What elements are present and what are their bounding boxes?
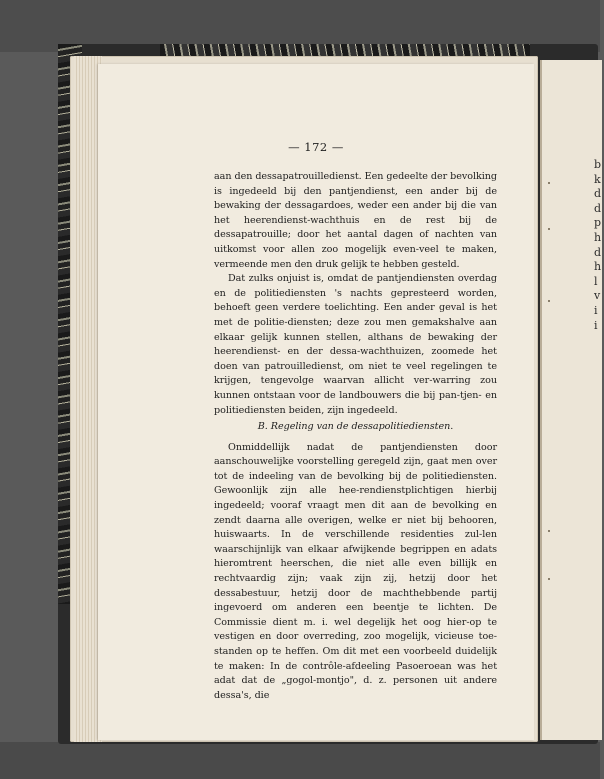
facing-letter: k [594, 172, 601, 186]
margin-speck [548, 300, 550, 302]
facing-letter: d [594, 187, 602, 201]
paragraph: Onmiddellijk nadat de pantjendiensten door aanschouwelijke voorstelling geregeld zijn, gaat men over tot de indeeling van de bevolking bij de politiediensten. Gewoonlijk zijn alle hee-rendienstplichtigen hierbij ingedeeld; vooraf vraagt men dit aan de bevolking en zendt daarna alle overigen, welke er niet bij behooren, huiswaarts. In de verschillende residenties zul-len waarschijnlijk van elkaar afwijkende begrippen en adats hieromtrent heerschen, die niet alle even billijk en rechtvaardig zijn; vaak zijn zij, hetzij door het dessabestuur, hetzij door de machthebbende partij ingevoerd om anderen een beentje te lichten. De Commissie dient m. i. wel degelijk het oog hier-op te vestigen en door overreding, zoo mogelijk, vicieuse toe-standen op te heffen. Om dit met een voorbeeld duidelijk te maken: In de contrôle-afdeeling Pasoeroean was het adat dat de „gogol-montjo", d. z. personen uit andere dessa's, die [214, 441, 497, 701]
page-number: — 172 — [288, 140, 344, 154]
facing-letter: d [594, 245, 602, 259]
background-bottom [0, 742, 600, 779]
section-heading: B. Regeling van de dessapolitiediensten. [257, 421, 454, 433]
facing-letter: i [594, 303, 598, 317]
facing-letter: l [594, 274, 598, 288]
paragraph: Dat zulks onjuist is, omdat de pantjendiensten overdag en de politiediensten 's nachts gepresteerd worden, behoeft geen verdere toelichting. Een ander geval is het met de politie-diensten; deze zou men gemakshalve aan elkaar gelijk kunnen stellen, althans de bewaking der heerendienst- en der dessa-wachthuizen, zoomede het doen van patrouilledienst, om niet te veel regelingen te krijgen, tengevolge waarvan allicht ver-warring zou kunnen ontstaan voor de landbouwers die bij pan-tjen- en politiediensten beiden, zijn ingedeeld. [214, 273, 497, 416]
margin-speck [548, 578, 550, 580]
margin-speck [548, 530, 550, 532]
page-body [214, 170, 497, 703]
facing-letter: p [594, 216, 602, 230]
facing-page-text [594, 158, 604, 333]
margin-speck [548, 182, 550, 184]
facing-letter: v [594, 289, 601, 303]
facing-letter: i [594, 318, 598, 332]
marbled-edge-top [160, 44, 530, 56]
facing-letter: h [594, 230, 602, 244]
facing-page [540, 60, 602, 740]
facing-letter: h [594, 260, 602, 274]
facing-letter: b [594, 158, 602, 171]
margin-speck [548, 228, 550, 230]
paragraph: aan den dessapatrouilledienst. Een gedeelte der bevolking is ingedeeld bij den pantjendienst, een ander bij de bewaking der dessagardoes, weder een ander bij die van het heerendienst-wachthuis en de rest bij de dessapatrouille; door het aantal dagen of nachten van uitkomst voor allen zoo mogelijk even-veel te maken, vermeende men den druk gelijk te hebben gesteld. [214, 171, 497, 270]
facing-letter: d [594, 201, 602, 215]
